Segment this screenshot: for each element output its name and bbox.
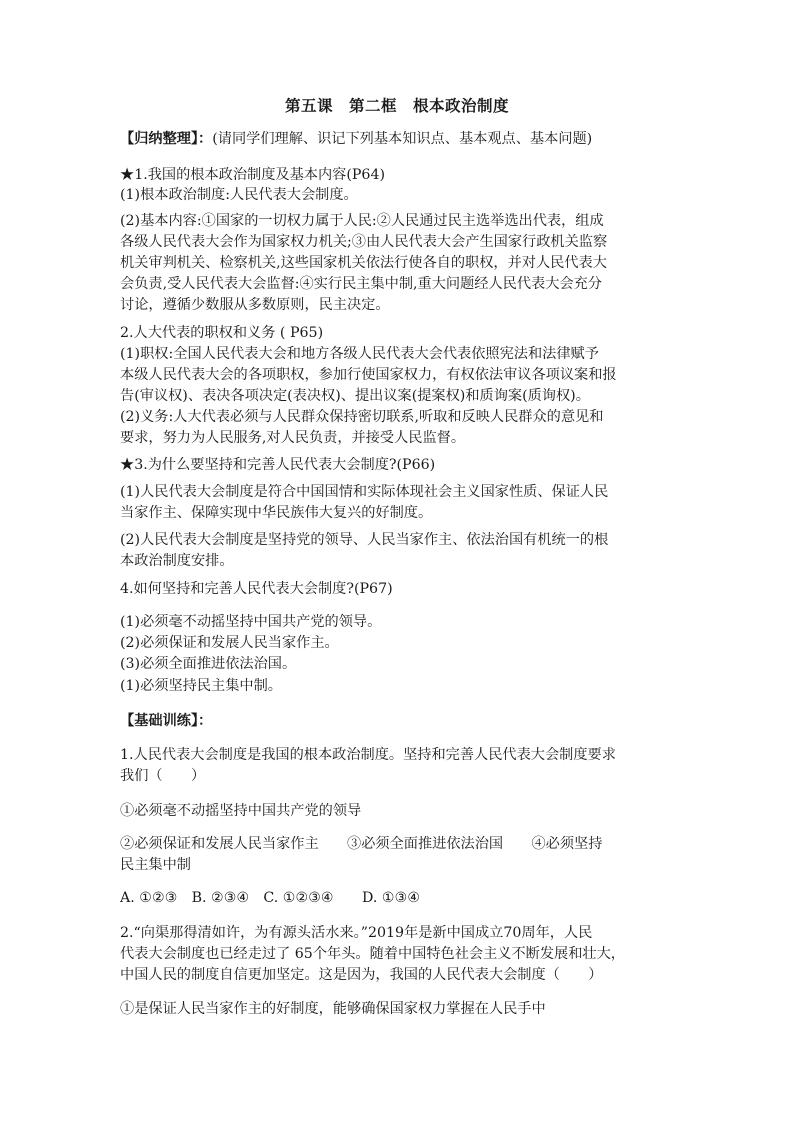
question-2-stem-line: 代表大会制度也已经走过了 65个年头。随着中国特色社会主义不断发展和壮大， <box>120 946 625 962</box>
question-1-stem-line: 1.人民代表大会制度是我国的根本政治制度。坚持和完善人民代表大会制度要求 <box>120 747 616 763</box>
question-1-option: ①必须毫不动摇坚持中国共产党的领导 <box>120 803 362 819</box>
section-2-line: (2)义务:人大代表必须与人民群众保持密切联系,听取和反映人民群众的意见和 <box>120 409 604 425</box>
summary-header-label: 【归纳整理】： <box>120 131 213 147</box>
question-1-stem-line: 我们（ ） <box>120 768 206 784</box>
question-1-option: ②必须保证和发展人民当家作主 ③必须全面推进依法治国 ④必须坚持 <box>120 836 603 852</box>
summary-header-note: (请同学们理解、识记下列基本知识点、基本观点、基本问题) <box>212 131 593 147</box>
question-1-option: 民主集中制 <box>120 857 191 873</box>
training-header: 【基础训练】： <box>120 713 213 729</box>
section-4-heading: 4.如何坚持和完善人民代表大会制度?(P67) <box>120 581 393 597</box>
section-3-paragraph-1-line: 当家作主、保障实现中华民族伟大复兴的好制度。 <box>120 505 433 521</box>
section-1-paragraph-1: (1)根本政治制度:人民代表大会制度。 <box>120 187 358 203</box>
section-2-line: 告(审议权)、表决各项决定(表决权)、提出议案(提案权)和质询案(质询权)。 <box>120 388 590 404</box>
section-3-paragraph-1-line: (1)人民代表大会制度是符合中国国情和实际体现社会主义国家性质、保证人民 <box>120 484 609 500</box>
section-3-paragraph-2-line: 本政治制度安排。 <box>120 553 234 569</box>
section-2-line: 本级人民代表大会的各项职权，参加行使国家权力，有权依法审议各项议案和报 <box>120 367 617 383</box>
section-1-paragraph-2-line: 各级人民代表大会作为国家权力机关;③由人民代表大会产生国家行政机关监察 <box>120 234 608 250</box>
section-1-paragraph-2-line: 会负责,受人民代表大会监督:④实行民主集中制,重大问题经人民代表大会充分 <box>120 276 602 292</box>
question-2-stem-line: 中国人民的制度自信更加坚定。这是因为，我国的人民代表大会制度（ ） <box>120 967 603 983</box>
section-3-paragraph-2-line: (2)人民代表大会制度是坚持党的领导、人民当家作主、依法治国有机统一的根 <box>120 532 609 548</box>
section-4-item: (1)必须毫不动摇坚持中国共产党的领导。 <box>120 614 382 630</box>
section-3-heading: ★3.为什么要坚持和完善人民代表大会制度?(P66) <box>120 457 436 473</box>
summary-header <box>120 129 680 149</box>
section-1-paragraph-2-line: (2)基本内容:①国家的一切权力属于人民:②人民通过民主选举选出代表，组成 <box>120 213 604 229</box>
section-2-line: (1)职权:全国人民代表大会和地方各级人民代表大会代表依照宪法和法律赋予 <box>120 346 599 362</box>
section-4-item: (2)必须保证和发展人民当家作主。 <box>120 635 339 651</box>
question-2-stem-line: 2.“向渠那得清如许，为有源头活水来。”2019年是新中国成立70周年，人民 <box>120 925 593 941</box>
section-1-heading: ★1.我国的根本政治制度及基本内容(P64) <box>120 167 386 183</box>
section-1-paragraph-2-line: 讨论，遵循少数服从多数原则，民主决定。 <box>120 297 390 313</box>
question-2-option: ①是保证人民当家作主的好制度，能够确保国家权力掌握在人民手中 <box>120 1001 546 1017</box>
section-2-line: 要求，努力为人民服务,对人民负责，并接受人民监督。 <box>120 430 466 446</box>
question-1-choices: A. ①②③ B. ②③④ C. ①②③④ D. ①③④ <box>120 890 421 906</box>
section-1-paragraph-2-line: 机关审判机关、检察机关,这些国家机关依法行使各自的职权，并对人民代表大 <box>120 255 607 271</box>
page-title: 第五课 第二框 根本政治制度 <box>284 96 509 115</box>
section-2-heading: 2.人大代表的职权和义务 ( P65) <box>120 325 324 341</box>
section-4-item: (3)必须全面推进依法治国。 <box>120 656 297 672</box>
section-4-item: (1)必须坚持民主集中制。 <box>120 678 282 694</box>
